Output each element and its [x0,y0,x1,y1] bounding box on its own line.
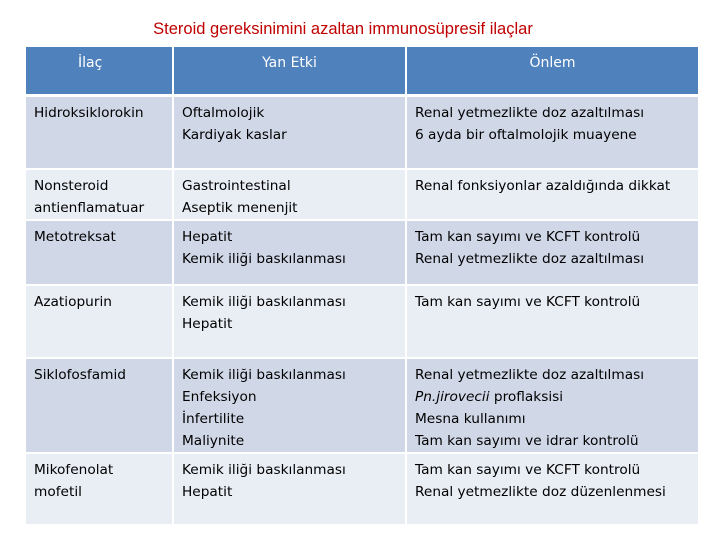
cell-line: Tam kan sayımı ve KCFT kontrolü [415,229,641,245]
cell-line: Kemik iliği baskılanması [182,367,346,383]
cell-line: Tam kan sayımı ve idrar kontrolü [415,433,639,449]
cell-precautions [407,221,698,286]
table-header-row [26,47,698,97]
cell-drug [26,454,174,524]
table-row [26,221,698,286]
cell-line-italic: Pn.jirovecii [415,389,490,405]
cell-line: Renal yetmezlikte doz azaltılması [415,367,645,383]
cell-line: Kemik iliği baskılanması [182,462,346,478]
cell-line: antienflamatuar [34,200,145,216]
cell-line: Aseptik menenjit [182,200,298,216]
table-row [26,170,698,221]
cell-line: Mesna kullanımı [415,411,526,427]
cell-line: Gastrointestinal [182,178,291,194]
cell-line: Nonsteroid [34,178,109,194]
cell-line: Kardiyak kaslar [182,127,287,143]
cell-precautions [407,286,698,359]
cell-drug [26,97,174,170]
cell-side-effects [174,286,407,359]
cell-line: Hidroksiklorokin [34,105,144,121]
cell-line: Renal fonksiyonlar azaldığında dikkat [415,178,671,194]
header-drug: İlaç [26,47,174,97]
table-row [26,286,698,359]
table-row [26,454,698,524]
cell-line: Kemik iliği baskılanması [182,294,346,310]
cell-line: Hepatit [182,229,233,245]
cell-line: mofetil [34,484,82,500]
cell-line: Renal yetmezlikte doz azaltılması [415,251,645,267]
cell-line: Kemik iliği baskılanması [182,251,346,267]
cell-line-rest: proflaksisi [489,389,564,405]
cell-line: Renal yetmezlikte doz azaltılması [415,105,645,121]
cell-line: Tam kan sayımı ve KCFT kontrolü [415,462,641,478]
cell-precautions [407,454,698,524]
slide-title: Steroid gereksinimini azaltan immunosüpresif ilaçlar [153,20,533,38]
table-row [26,359,698,454]
cell-line: Metotreksat [34,229,116,245]
cell-side-effects [174,221,407,286]
cell-line: Siklofosfamid [34,367,126,383]
cell-drug [26,170,174,221]
cell-side-effects [174,359,407,454]
cell-drug [26,286,174,359]
drug-table [26,47,698,524]
cell-line: Oftalmolojik [182,105,265,121]
cell-precautions [407,170,698,221]
cell-drug [26,359,174,454]
cell-side-effects [174,454,407,524]
cell-side-effects [174,97,407,170]
cell-side-effects [174,170,407,221]
cell-line: Maliynite [182,433,245,449]
cell-line: 6 ayda bir oftalmolojik muayene [415,127,637,143]
cell-line: İnfertilite [182,411,245,427]
table-row [26,97,698,170]
cell-line: Azatiopurin [34,294,112,310]
cell-precautions [407,97,698,170]
cell-line: Hepatit [182,484,233,500]
cell-line: Enfeksiyon [182,389,257,405]
cell-line [415,386,692,408]
cell-drug [26,221,174,286]
header-precaution: Önlem [407,47,698,97]
header-side-effect: Yan Etki [174,47,407,97]
cell-line: Hepatit [182,316,233,332]
cell-line: Tam kan sayımı ve KCFT kontrolü [415,294,641,310]
cell-precautions [407,359,698,454]
cell-line: Renal yetmezlikte doz düzenlenmesi [415,484,666,500]
cell-line: Mikofenolat [34,462,114,478]
